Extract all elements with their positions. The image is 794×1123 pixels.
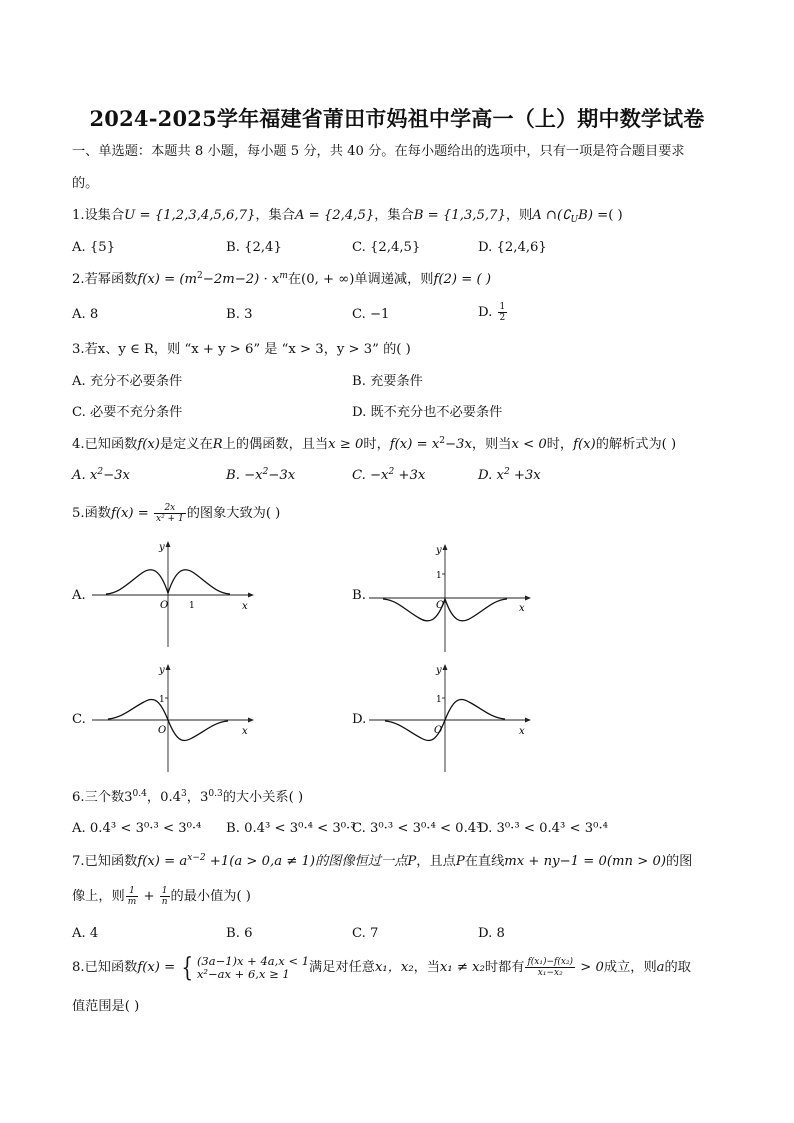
- graph-a-label: A.: [72, 588, 86, 603]
- q1-blank: =( ): [592, 208, 623, 223]
- q7-expr: P: [407, 854, 417, 869]
- graph-d: [365, 660, 535, 775]
- opt-sup: 2: [97, 467, 104, 477]
- q1-option-a: A. {5}: [72, 240, 116, 255]
- q7-expr: P: [455, 854, 465, 869]
- q2-number: 2.: [72, 272, 85, 287]
- q4-expr: f(x) = x: [389, 437, 440, 452]
- opt-sup: 2: [262, 467, 269, 477]
- q1-sub: U: [570, 215, 579, 225]
- opt-post: +3x: [394, 468, 426, 483]
- frac-num: 1: [160, 886, 170, 897]
- q8-fraction: [525, 957, 575, 978]
- q8-text: 8.已知函数: [72, 960, 138, 975]
- q7-fraction-1: [126, 886, 139, 907]
- q4-option-d: [478, 467, 541, 485]
- q7-option-c: C. 7: [352, 926, 379, 941]
- frac-num: 1: [499, 302, 506, 312]
- x-label: x: [519, 726, 525, 737]
- q4-text: 的解析式为( ): [595, 437, 677, 452]
- frac-den: m: [127, 897, 137, 907]
- q7-expr: f(x) = a: [137, 854, 188, 869]
- q5-expr: f(x) =: [110, 506, 154, 521]
- frac-den: 2: [499, 313, 506, 323]
- q4-text: 上的偶函数，且当: [222, 437, 329, 452]
- frac-num: f(x₁)−f(x₂): [527, 957, 574, 967]
- q4-expr: x < 0: [511, 437, 547, 452]
- frac-den: x₁−x₂: [537, 968, 563, 978]
- q4-expr: f(x): [573, 437, 596, 452]
- y-label: y: [159, 542, 165, 553]
- q4-text: ，则当: [471, 437, 512, 452]
- q8-expr: a: [656, 960, 665, 975]
- q1-option-c: C. {2,4,5}: [352, 240, 421, 255]
- q7-option-a: A. 4: [72, 926, 99, 941]
- q1-set-u: U = {1,2,3,4,5,6,7}: [124, 208, 256, 223]
- q8-text: 时都有: [484, 960, 525, 975]
- q6-sup: 0.4: [132, 789, 147, 799]
- q2-option-d-label: D.: [478, 305, 497, 320]
- q6-option-c: C. 3⁰·³ < 3⁰·⁴ < 0.4³: [352, 821, 482, 836]
- opt-post: +3x: [509, 468, 541, 483]
- question-1: [72, 207, 623, 225]
- q4-option-b: [226, 467, 295, 485]
- q5-text: 5.函数: [72, 506, 111, 521]
- q8-text: 满足对任意: [309, 960, 375, 975]
- q1-text: ，集合: [374, 208, 414, 223]
- q1-text: 设集合: [84, 208, 125, 223]
- tick-one-label: 1: [436, 695, 442, 705]
- q5-fraction: [154, 503, 186, 524]
- opt-post: −3x: [103, 468, 130, 483]
- y-axis-arrow: [166, 664, 171, 670]
- q6-sup: 3: [181, 789, 187, 799]
- q7-plus: +: [139, 889, 159, 904]
- q8-brace: {: [181, 952, 194, 983]
- q8-expr: x₁ ≠ x₂: [440, 960, 485, 975]
- y-axis-arrow: [443, 544, 448, 550]
- q8-expr: x₁，x₂: [374, 960, 414, 975]
- q8-cases: [197, 955, 309, 981]
- y-axis-arrow: [166, 541, 171, 547]
- tick-one-label: 1: [189, 601, 195, 611]
- q7-text: 的图: [665, 854, 693, 869]
- q7-sup: x−2: [187, 853, 206, 863]
- x-label: x: [519, 603, 525, 614]
- opt-pre: D. x: [478, 468, 504, 483]
- x-axis-arrow: [248, 718, 254, 723]
- q1-text: ，集合: [255, 208, 295, 223]
- q7-option-b: B. 6: [226, 926, 253, 941]
- q2-expr: −2m−2) · x: [202, 272, 280, 287]
- graph-b-label: B.: [352, 588, 366, 603]
- graph-b: [365, 540, 535, 655]
- q6-text: 6.三个数: [72, 790, 125, 805]
- q6-num: 3: [124, 790, 133, 805]
- opt-post: −3x: [268, 468, 296, 483]
- q7-expr: +1(a > 0,a ≠ 1)的图像恒过一点: [205, 854, 408, 869]
- question-3: 3.若x、y ∈ R，则 “x + y > 6” 是 “x > 3，y > 3” 的( ): [72, 342, 411, 357]
- opt-sup: 2: [503, 467, 510, 477]
- q5-text: 的图象大致为( ): [186, 506, 281, 521]
- q2-option-c: C. −1: [352, 307, 390, 322]
- question-7: [72, 853, 692, 871]
- q8-text: 的取: [664, 960, 691, 975]
- q3-option-b: B. 充要条件: [352, 374, 423, 389]
- q2-option-a: A. 8: [72, 307, 99, 322]
- q1-option-b: B. {2,4}: [226, 240, 282, 255]
- q2-text: 若幂函数: [84, 272, 138, 287]
- frac-den: n: [161, 897, 168, 907]
- q8-expr: > 0: [576, 960, 604, 975]
- tick-one-label: 1: [436, 571, 442, 581]
- opt-sup: 2: [388, 467, 395, 477]
- q8-expr: f(x) =: [137, 960, 180, 975]
- opt-pre: A. x: [72, 468, 98, 483]
- question-6: [72, 789, 303, 807]
- q6-sup: 0.3: [208, 789, 223, 799]
- q1-expr: B): [578, 208, 593, 223]
- q4-sup: 2: [439, 436, 445, 446]
- q6-sep: ，: [146, 790, 161, 805]
- q8-text: ，当: [413, 960, 440, 975]
- q6-num: 0.4: [160, 790, 182, 805]
- graph-c-label: C.: [72, 712, 86, 727]
- section-header-line1: 一、单选题：本题共 8 小题，每小题 5 分，共 40 分。在每小题给出的选项中，只有一项是符合题目要求: [72, 144, 685, 159]
- opt-pre: C. −x: [352, 468, 389, 483]
- q1-text: ，则: [505, 208, 533, 223]
- q6-option-d: D. 3⁰·³ < 0.4³ < 3⁰·⁴: [478, 821, 608, 836]
- question-7-line2: [72, 886, 251, 907]
- origin-label: O: [158, 725, 167, 736]
- q6-option-a: A. 0.4³ < 3⁰·³ < 3⁰·⁴: [72, 821, 202, 836]
- q4-expr: x ≥ 0: [328, 437, 364, 452]
- q2-option-d-fraction: [498, 302, 508, 323]
- graph-c: [88, 660, 258, 775]
- question-8: [72, 953, 691, 983]
- q4-text: 时，: [546, 437, 574, 452]
- x-label: x: [242, 601, 248, 612]
- q4-option-a: [72, 467, 130, 485]
- question-8-line2: 值范围是( ): [72, 999, 140, 1014]
- q4-text: 4.已知函数: [72, 437, 138, 452]
- origin-label: O: [436, 600, 445, 611]
- q6-text: 的大小关系( ): [222, 790, 304, 805]
- q7-text: 像上，则: [72, 889, 125, 904]
- opt-pre: B. −x: [226, 468, 263, 483]
- q3-option-d: D. 既不充分也不必要条件: [352, 405, 503, 420]
- section-header-line2: 的。: [72, 176, 99, 191]
- q8-case-2: x²−ax + 6,x ≥ 1: [196, 966, 290, 981]
- q2-expr: f(x) = (m: [137, 272, 198, 287]
- q7-text: 的最小值为( ): [170, 889, 251, 904]
- q6-sep: ，: [186, 790, 200, 805]
- y-label: y: [159, 665, 165, 676]
- q3-option-c: C. 必要不充分条件: [72, 405, 183, 420]
- q1-expr: A ∩(∁: [532, 208, 571, 223]
- x-axis-arrow: [248, 593, 254, 598]
- q7-option-d: D. 8: [478, 926, 505, 941]
- q2-option-d: [478, 302, 508, 323]
- q2-option-b: B. 3: [226, 307, 253, 322]
- x-axis-arrow: [525, 718, 531, 723]
- question-5: [72, 503, 280, 524]
- y-label: y: [436, 545, 442, 556]
- page-title: 2024-2025学年福建省莆田市妈祖中学高一（上）期中数学试卷: [89, 106, 705, 131]
- q1-set-b: B = {1,3,5,7}: [413, 208, 506, 223]
- q8-case-1: (3a−1)x + 4a,x < 1: [196, 953, 310, 968]
- q7-text: 在直线: [464, 854, 505, 869]
- graph-d-label: D.: [352, 712, 367, 727]
- q6-num: 3: [199, 790, 209, 805]
- q6-option-b: B. 0.4³ < 3⁰·⁴ < 3⁰·³: [226, 821, 356, 836]
- q4-expr: f(x): [137, 437, 160, 452]
- q7-fraction-2: [160, 886, 170, 907]
- frac-den: x² + 1: [156, 514, 184, 524]
- q3-option-a: A. 充分不必要条件: [72, 374, 183, 389]
- frac-num: 2x: [154, 503, 186, 514]
- q2-text: 在(0, + ∞)单调递减，则: [287, 272, 434, 287]
- origin-label: O: [160, 600, 169, 611]
- question-2: [72, 271, 491, 289]
- q4-text: 是定义在: [159, 437, 213, 452]
- x-axis-arrow: [525, 596, 531, 601]
- origin-label: O: [434, 725, 443, 736]
- q2-sup: 2: [197, 271, 203, 281]
- q4-option-c: [352, 467, 425, 485]
- frac-num: 1: [126, 886, 139, 897]
- q2-sup: m: [279, 271, 288, 281]
- q7-expr: mx + ny−1 = 0(mn > 0): [504, 854, 666, 869]
- q4-expr: R: [212, 437, 223, 452]
- x-label: x: [242, 726, 248, 737]
- q2-expr: f(2) = ( ): [433, 272, 491, 287]
- question-4: [72, 436, 676, 454]
- y-axis-arrow: [443, 664, 448, 670]
- q8-text: 成立，则: [603, 960, 657, 975]
- q7-text: ，且点: [416, 854, 456, 869]
- tick-one-label: 1: [159, 695, 165, 705]
- q4-expr: −3x: [445, 437, 472, 452]
- graph-a: [88, 535, 258, 650]
- q1-number: 1.: [72, 208, 85, 223]
- q1-option-d: D. {2,4,6}: [478, 240, 547, 255]
- q4-text: 时，: [363, 437, 390, 452]
- q1-set-a: A = {2,4,5}: [294, 208, 375, 223]
- q7-text: 7.已知函数: [72, 854, 138, 869]
- y-label: y: [436, 665, 442, 676]
